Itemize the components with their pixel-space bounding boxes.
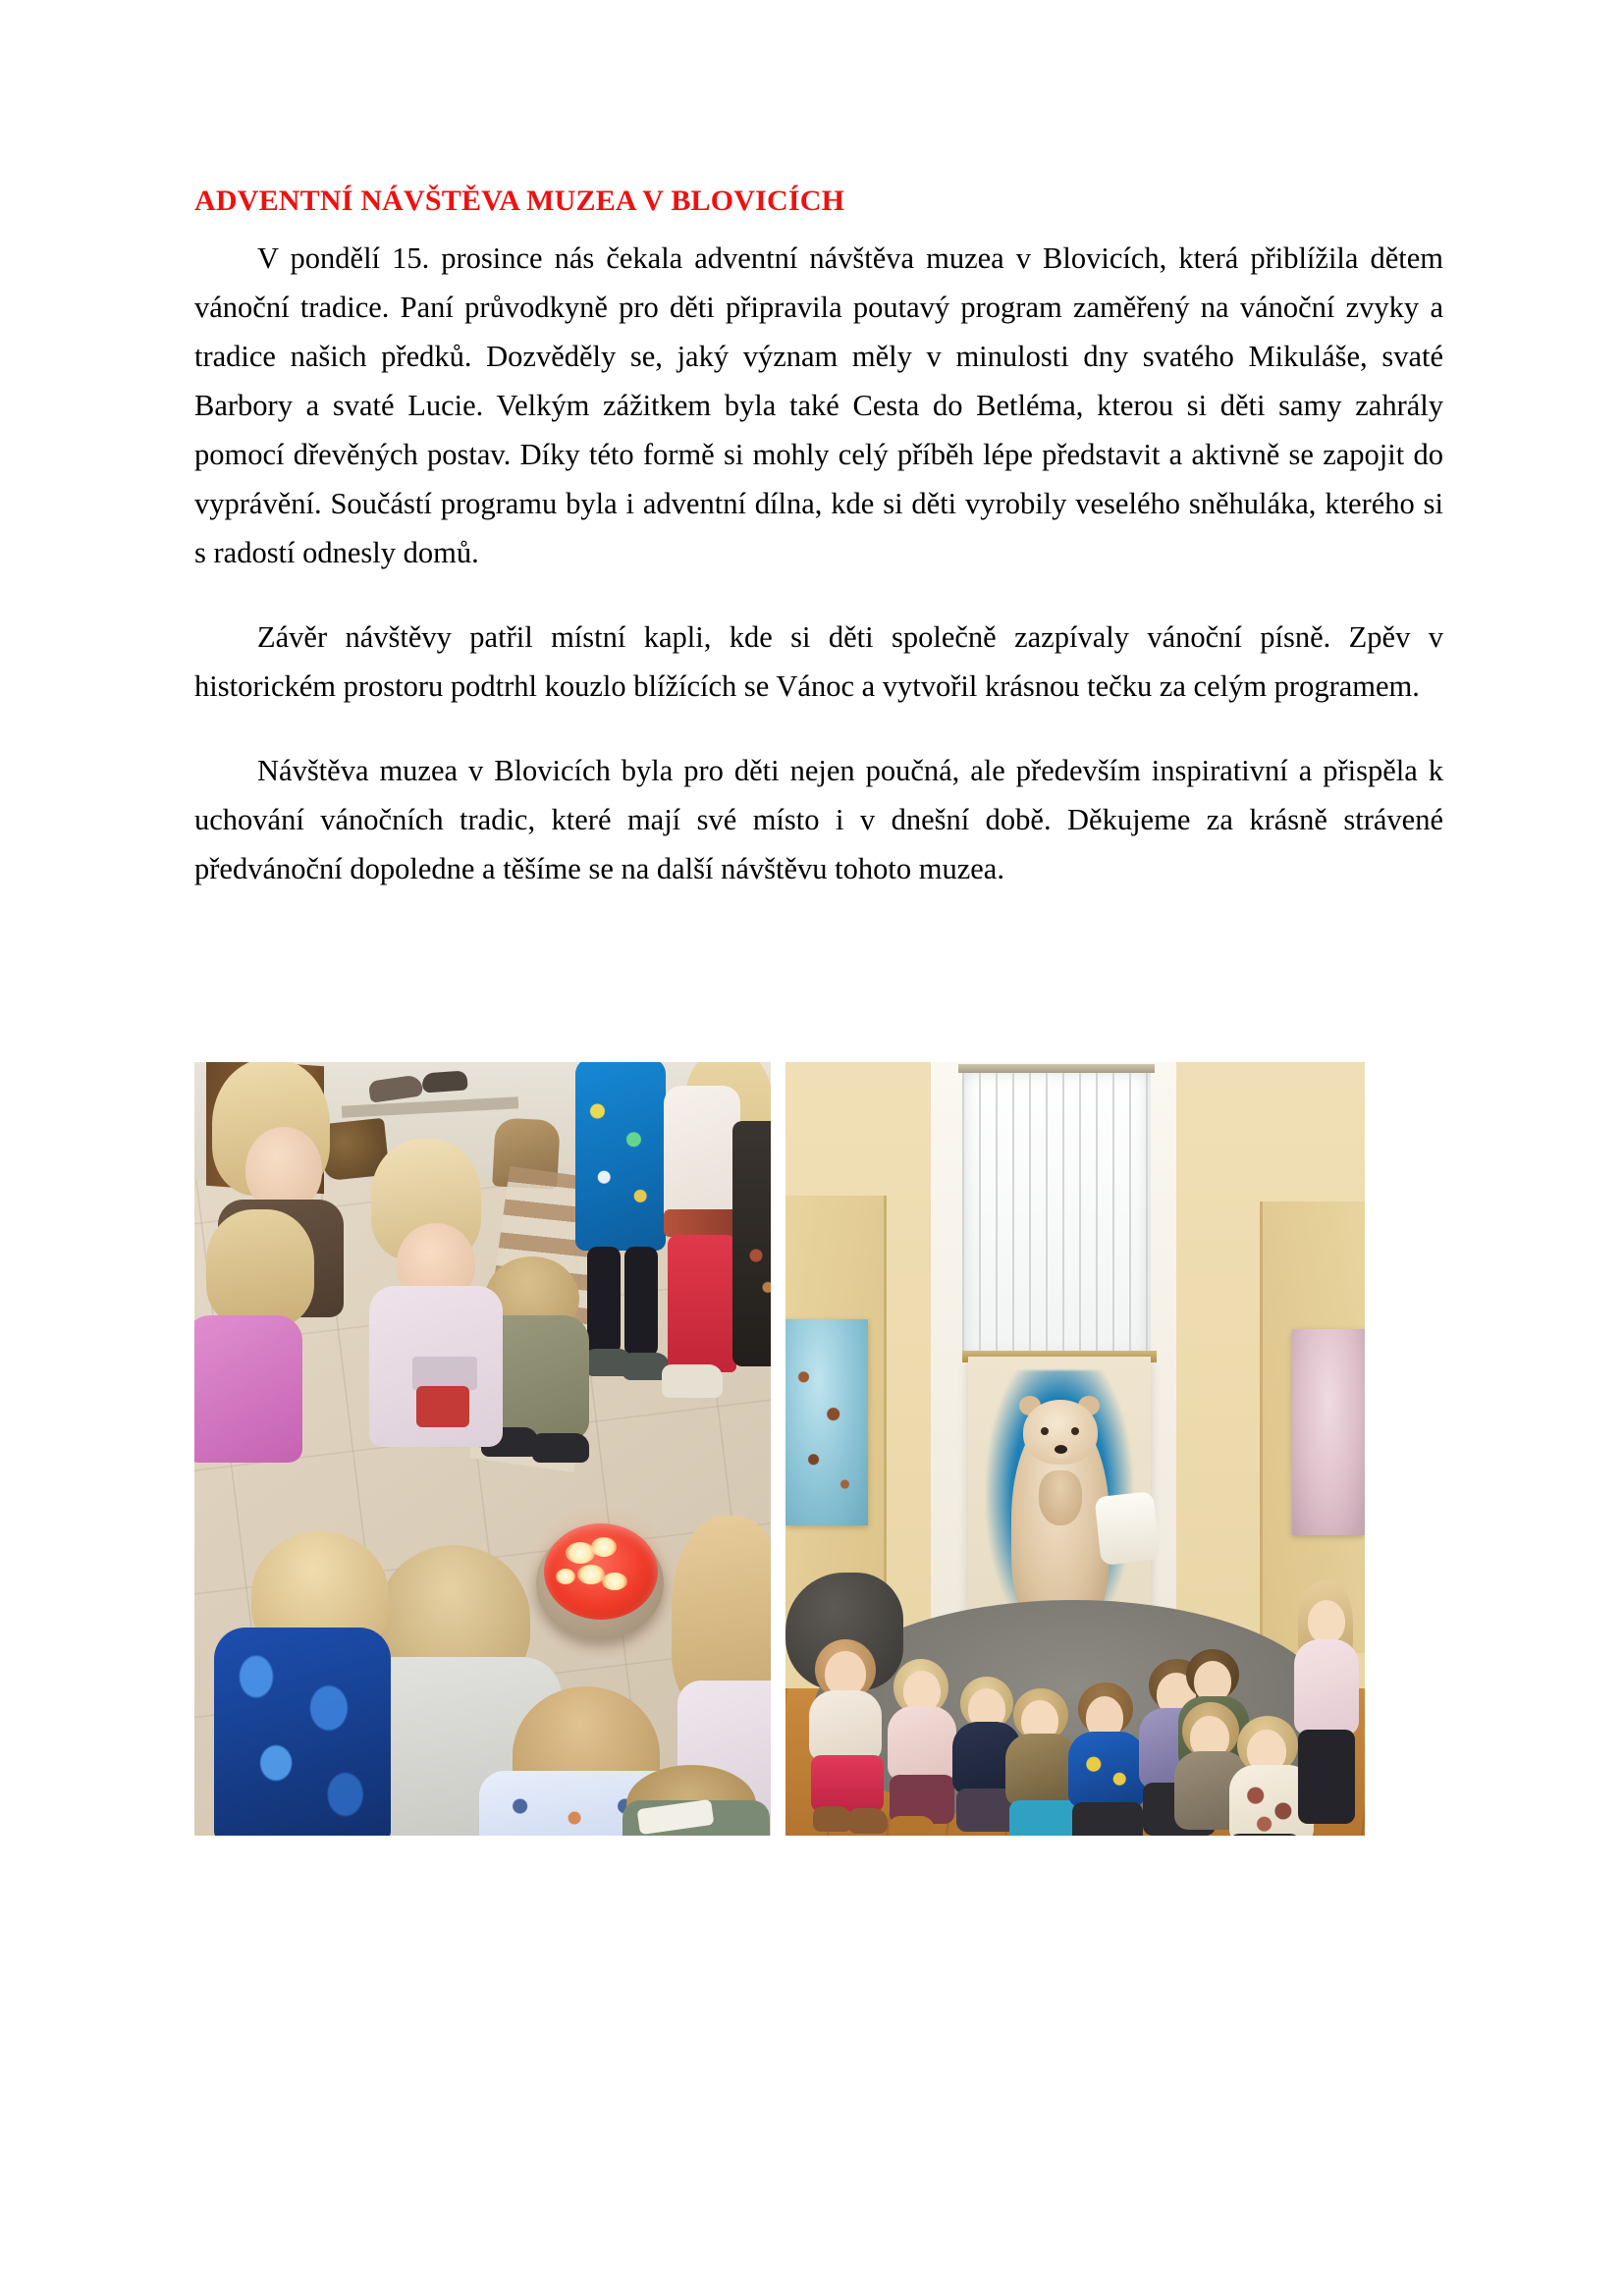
photo-children-gallery-polar-bear: [785, 1062, 1365, 1836]
paragraph-2: Závěr návštěvy patřil místní kapli, kde si děti společně zazpívaly vánoční písně. Zpěv v historickém prostoru podtrhl kouzlo blížících se Vánoc a vytvořil krásnou tečku za celým programem.: [194, 619, 1443, 703]
camo-pattern: [220, 1641, 385, 1836]
photo-row: [194, 1062, 1365, 1836]
shirt-graphic: [416, 1386, 469, 1427]
floating-candle-flame: [602, 1573, 627, 1590]
window: [962, 1070, 1151, 1361]
display-shoe-b: [421, 1070, 467, 1093]
white-cushion: [1095, 1491, 1161, 1566]
artwork-pink-right: [1292, 1329, 1365, 1535]
bear-eye-left: [1041, 1427, 1049, 1435]
waistband: [664, 1209, 740, 1237]
floral-pattern: [1235, 1775, 1308, 1836]
floating-candle-flame: [591, 1537, 617, 1557]
paragraph-3: Návštěva muzea v Blovicích byla pro děti nejen poučná, ale především inspirativní a přispěla k uchování vánočních tradic, které mají své místo i v dnešní době. Děkujeme za krásně strávené předvánoční dopoledne a těšíme se na další návštěvu tohoto muzea.: [194, 753, 1443, 885]
photo-children-candle-bowl: [194, 1062, 771, 1836]
bear-paws: [1039, 1470, 1082, 1525]
coat-pattern: [579, 1080, 662, 1237]
artwork-blue-left: [785, 1319, 868, 1525]
paragraph-1: V pondělí 15. prosince nás čekala adventní návštěva muzea v Blovicích, která přiblížila dětem vánoční tradice. Paní průvodkyně pro děti připravila poutavý program zaměřený na vánoční zvyky a tradice našich předků. Dozvěděly se, jaký význam měly v minulosti dny svatého Mikuláše, svaté Barbory a svaté Lucie. Velkým zážitkem byla také Cesta do Betléma, kterou si děti samy zahrály pomocí dřevěných postav. Díky této formě si mohly celý příběh lépe představit a aktivně se zapojit do vyprávění. Součástí programu byla i adventní dílna, kde si děti vyrobily veselého sněhuláka, kterého si s radostí odnesly domů.: [194, 240, 1443, 569]
bear-nose: [1055, 1445, 1067, 1454]
page-title: ADVENTNÍ NÁVŠTĚVA MUZEA V BLOVICÍCH: [194, 185, 845, 217]
floating-candle-flame: [556, 1569, 575, 1584]
bear-eye-right: [1071, 1427, 1079, 1435]
document-body: [194, 183, 1443, 893]
blind-rail: [958, 1064, 1155, 1073]
vertical-blinds: [962, 1070, 1151, 1361]
floating-candle-flame: [577, 1565, 605, 1584]
